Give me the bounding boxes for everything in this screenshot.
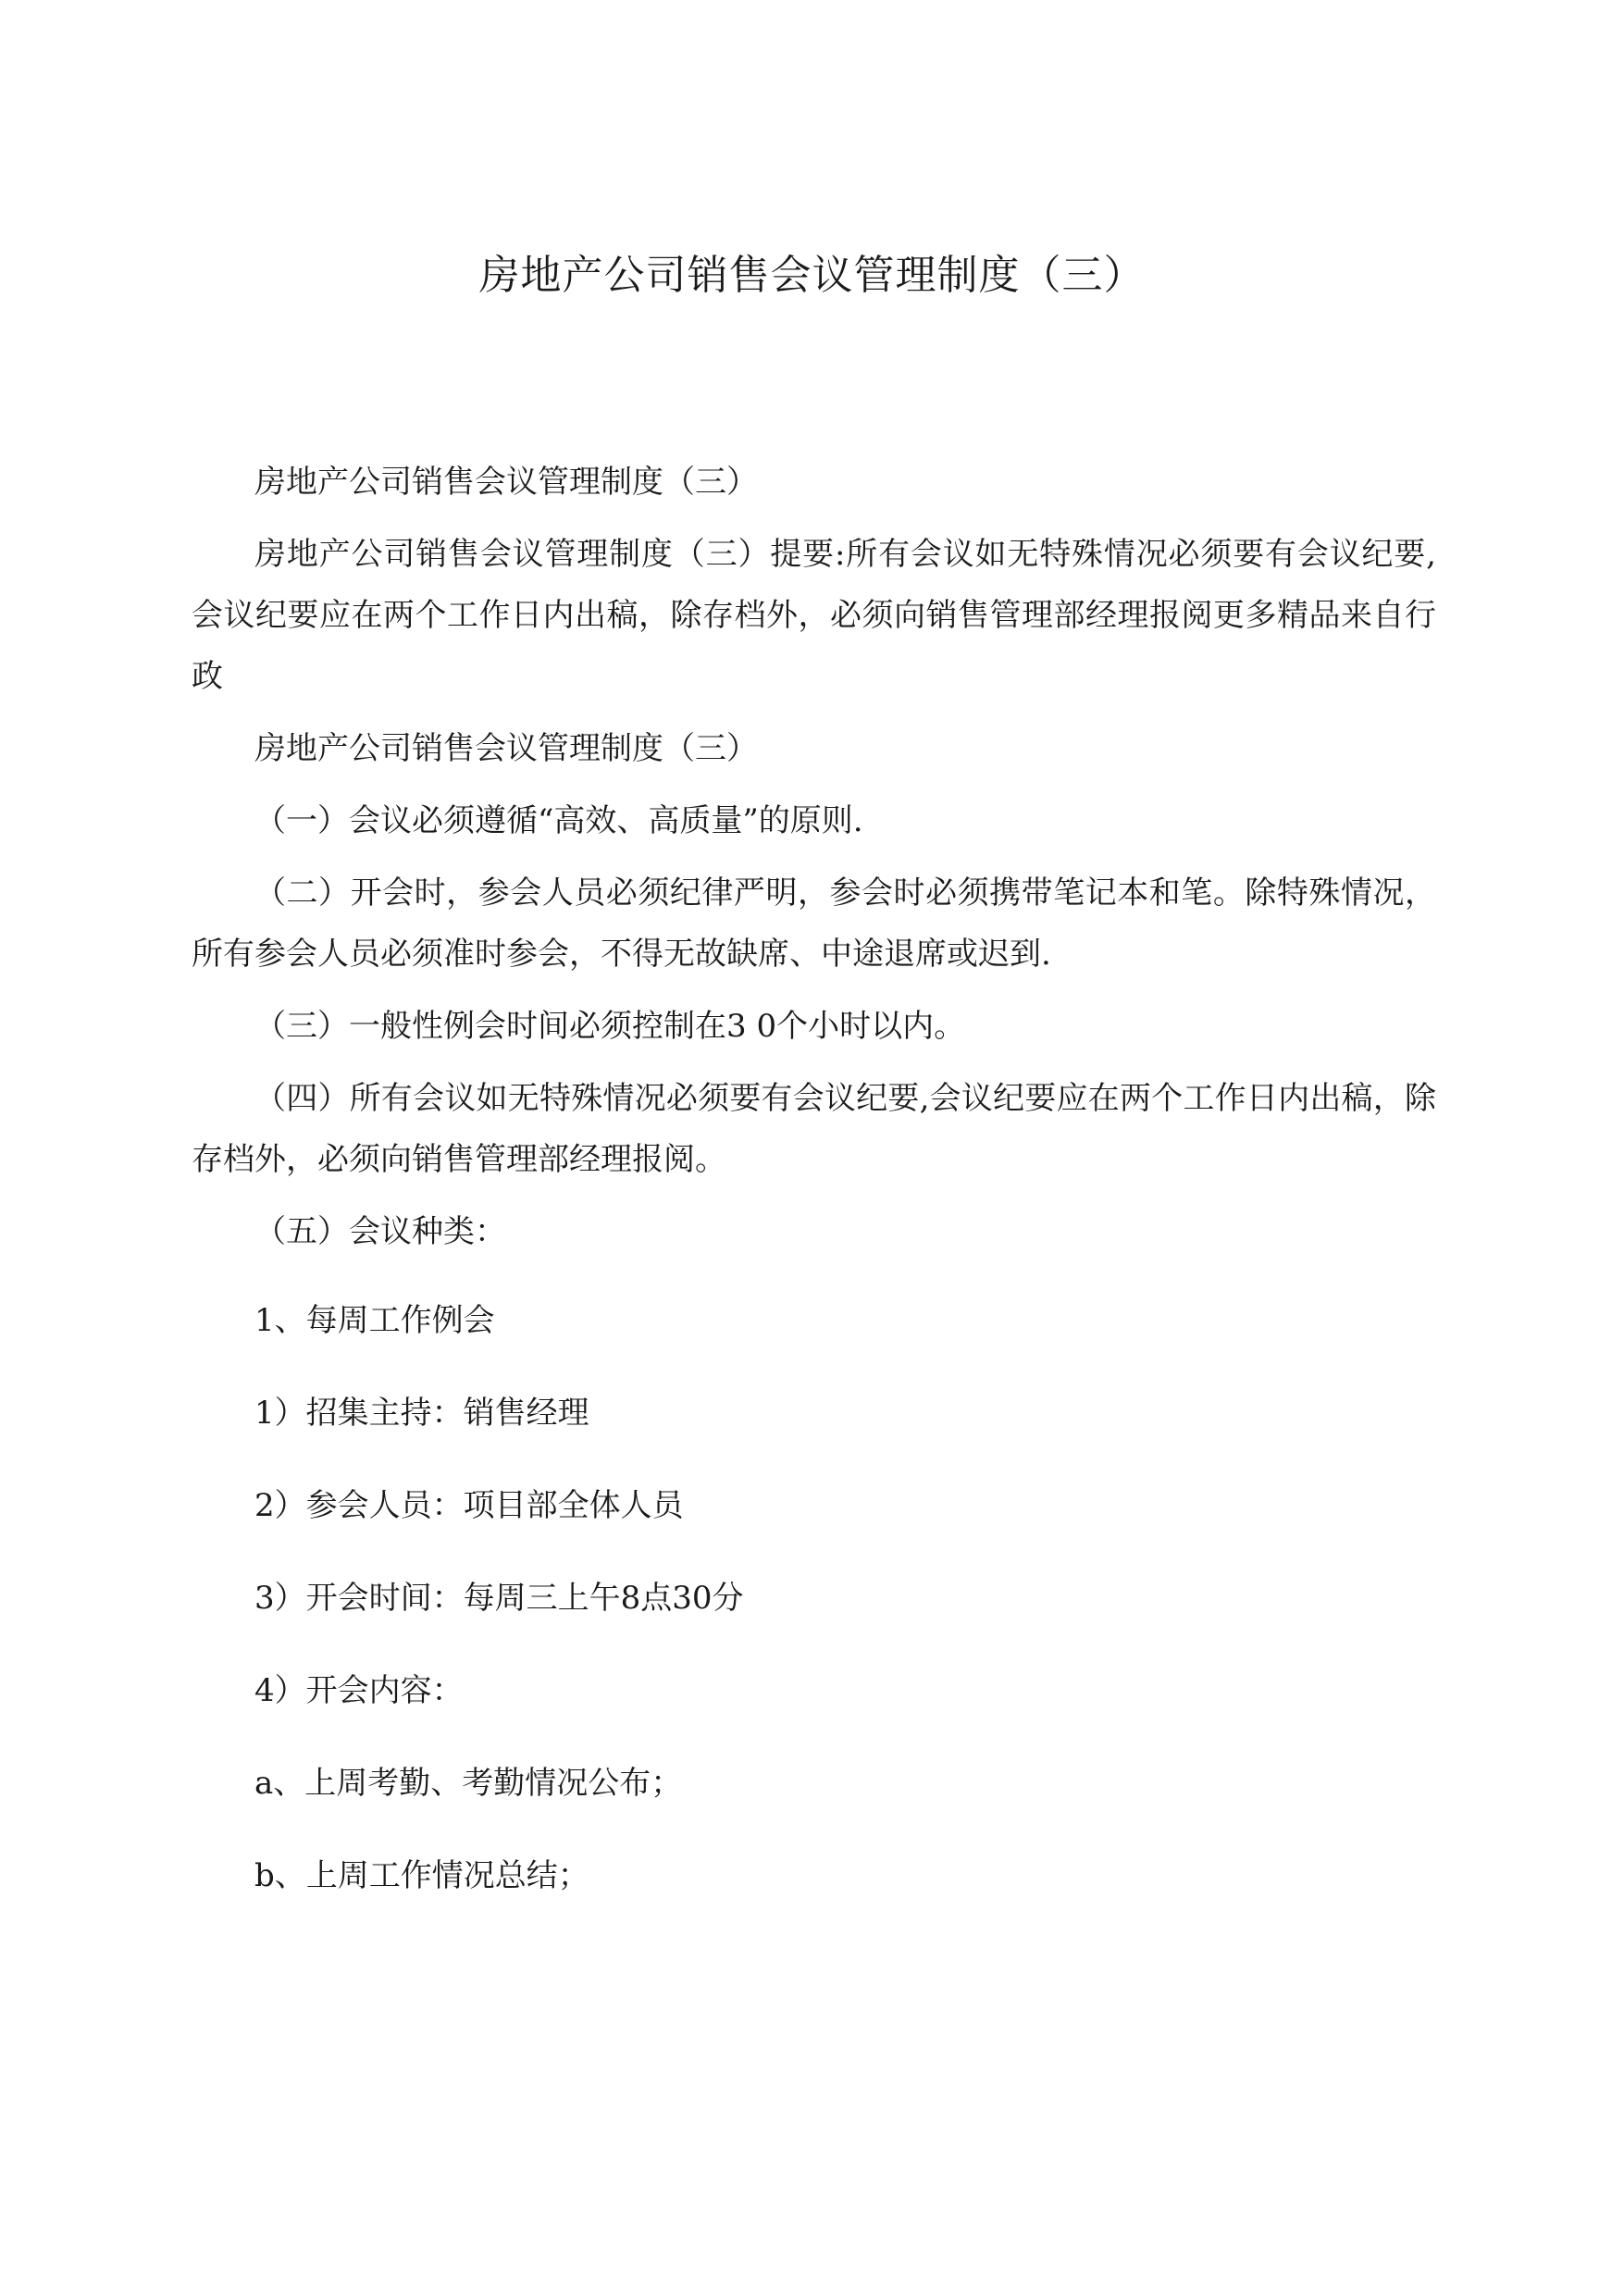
paragraph-heading-repeat: 房地产公司销售会议管理制度（三） bbox=[254, 730, 758, 767]
list-item: a、上周考勤、考勤情况公布； bbox=[254, 1765, 683, 1802]
paragraph-rule-1: （一）会议必须遵循“高效、高质量”的原则. bbox=[254, 802, 863, 839]
document-body bbox=[192, 452, 1436, 1938]
list-item: 4）开会内容： bbox=[254, 1672, 464, 1709]
document-title: 房地产公司销售会议管理制度（三） bbox=[478, 252, 1146, 299]
list-item: 1）招集主持：销售经理 bbox=[254, 1395, 589, 1432]
list-item: 1、每周工作例会 bbox=[254, 1302, 495, 1339]
paragraph-rule-4: （四）所有会议如无特殊情况必须要有会议纪要,会议纪要应在两个工作日内出稿，除存档外，必须向销售管理部经理报阅。 bbox=[192, 1080, 1436, 1178]
list-item: 2）参会人员：项目部全体人员 bbox=[254, 1487, 684, 1524]
list-item: b、上周工作情况总结； bbox=[254, 1857, 589, 1894]
paragraph-rule-2: （二）开会时，参会人员必须纪律严明，参会时必须携带笔记本和笔。除特殊情况，所有参会人员必须准时参会，不得无故缺席、中途退席或迟到. bbox=[192, 875, 1436, 973]
paragraph-rule-5: （五）会议种类： bbox=[254, 1213, 506, 1250]
list-item: 3）开会时间：每周三上午8点30分 bbox=[254, 1580, 744, 1617]
paragraph-summary: 房地产公司销售会议管理制度（三）提要:所有会议如无特殊情况必须要有会议纪要,会议纪要应在两个工作日内出稿，除存档外，必须向销售管理部经理报阅更多精品来自行政 bbox=[192, 536, 1436, 695]
paragraph-heading: 房地产公司销售会议管理制度（三） bbox=[254, 464, 758, 501]
paragraph-rule-3: （三）一般性例会时间必须控制在3 0个小时以内。 bbox=[254, 1008, 966, 1045]
